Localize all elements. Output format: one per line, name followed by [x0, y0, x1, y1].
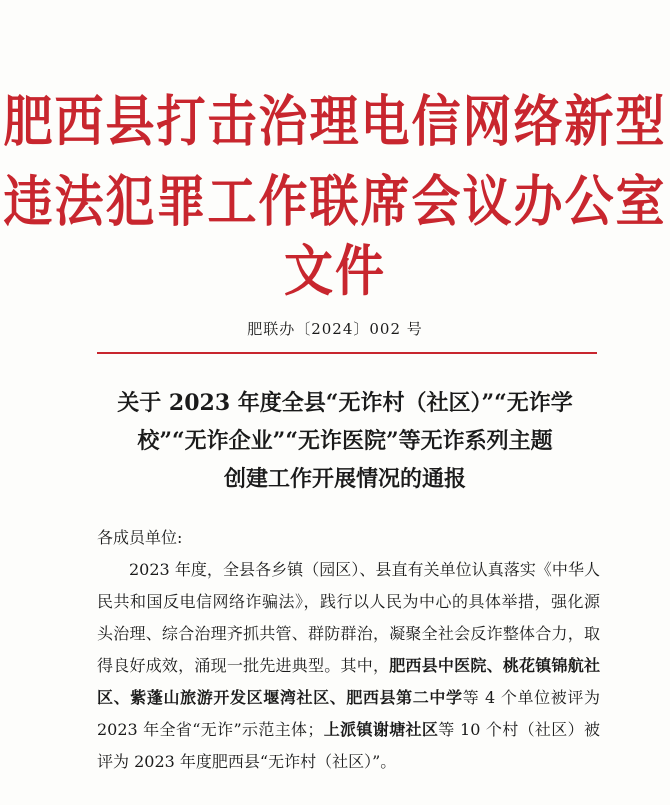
- highlighted-units-2: 上派镇谢塘社区: [323, 720, 439, 739]
- title-line-3: 创建工作开展情况的通报: [223, 466, 466, 492]
- paragraph-text-2: 等 4 个单位被评为 2023 年全省“无诈”示范主体；: [97, 688, 600, 739]
- red-divider-line: [97, 352, 597, 354]
- highlighted-units-1: 肥西县中医院、桃花镇锦航社区、紫蓬山旅游开发区堰湾社区、肥西县第二中学: [97, 656, 600, 707]
- document-number: 肥联办〔2024〕002 号: [247, 320, 423, 338]
- masthead-line-2: 违法犯罪工作联席会议办公室文件: [3, 170, 667, 304]
- salutation: 各成员单位:: [97, 528, 183, 547]
- document-title: [95, 384, 595, 498]
- body-paragraph: [97, 554, 600, 778]
- title-line-2: 校”“无诈企业”“无诈医院”等无诈系列主题: [137, 428, 553, 454]
- title-line-1: 关于 2023 年度全县“无诈村（社区）”“无诈学: [117, 390, 573, 416]
- paragraph-text-1: 2023 年度，全县各乡镇（园区）、县直有关单位认真落实《中华人民共和国反电信网络诈骗法》，践行以人民为中心的具体举措，强化源头治理、综合治理齐抓共管、群防群治，凝聚全社会反诈整体合力，取得良好成效，涌现一批先进典型。其中，: [97, 560, 600, 675]
- masthead-line-1: 肥西县打击治理电信网络新型: [3, 90, 667, 155]
- document-body: [97, 522, 600, 778]
- paragraph-text-3: 等 10 个村（社区）被评为 2023 年度肥西县“无诈村（社区）”。: [97, 720, 600, 771]
